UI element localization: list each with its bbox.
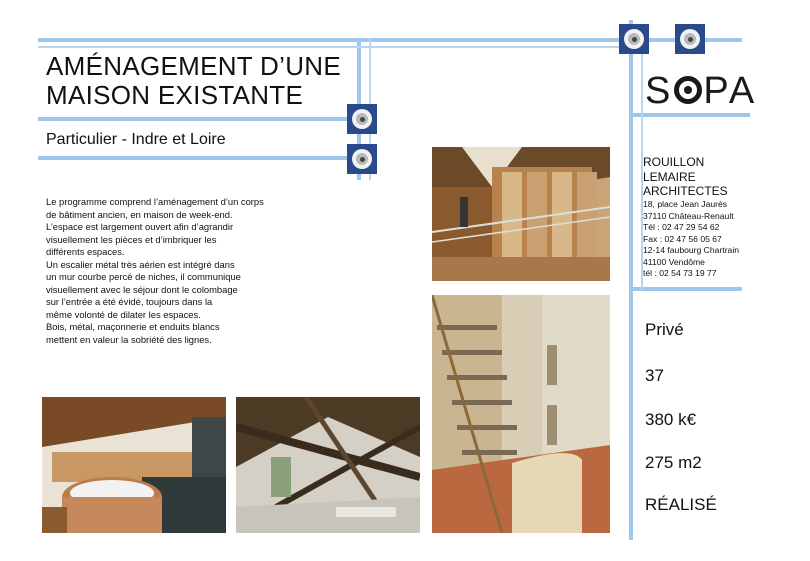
scopa-logo: [645, 70, 757, 113]
target-circle-icon: [674, 76, 702, 104]
target-marker-icon: [675, 24, 705, 54]
address-line: 41100 Vendôme: [643, 256, 705, 267]
logo-text-end: PA: [703, 70, 758, 112]
description-line: un mur courbe percé de niches, il communique: [46, 271, 241, 282]
address-line: 12-14 faubourg Chartrain: [643, 245, 740, 255]
description-line: Un escalier métal très aérien est intégré dans: [46, 258, 235, 270]
title-underline: [38, 117, 354, 121]
photo-staircase: [432, 295, 610, 533]
address-line: 37110 Château-Renault: [643, 210, 734, 221]
frame-right-line: [629, 20, 633, 540]
address-line: Fax : 02 47 56 05 67: [643, 233, 722, 244]
description-line: mettent en valeur la sobriété des lignes.: [46, 333, 212, 345]
target-marker-icon: [347, 144, 377, 174]
firm-address: [643, 199, 739, 280]
title-line-1: AMÉNAGEMENT D’UNE: [46, 51, 341, 81]
firm-name-line: ARCHITECTES: [643, 184, 728, 198]
firm-name: [643, 155, 728, 199]
photo-attic-room: [236, 397, 420, 533]
description-line: sur l’entrée a été évidé, toujours dans la: [46, 296, 213, 307]
project-cost: 380 k€: [645, 410, 697, 429]
address-line: 18, place Jean Jaurès: [643, 199, 728, 209]
frame-top-thin-line: [38, 46, 628, 48]
description-line: visuellement les pièces et d’imbriquer les: [46, 233, 217, 245]
project-status: RÉALISÉ: [645, 495, 717, 514]
description-line: Le programme comprend l’aménagement d’un corps: [46, 196, 264, 207]
description-line: de bâtiment ancien, en maison de week-end.: [46, 208, 233, 220]
address-line: tél : 02 54 73 19 77: [643, 268, 717, 278]
photo-attic-glass-partition: [432, 147, 610, 281]
page-title: [46, 52, 341, 110]
project-area: 275 m2: [645, 453, 702, 472]
title-line-2: MAISON EXISTANTE: [46, 80, 304, 110]
department-number: 37: [645, 366, 664, 385]
firm-block-line: [630, 113, 750, 117]
photo-bathroom: [42, 397, 226, 533]
client-type: Privé: [645, 320, 684, 339]
target-marker-icon: [619, 24, 649, 54]
target-marker-icon: [347, 104, 377, 134]
project-subtitle: Particulier - Indre et Loire: [46, 131, 226, 148]
description-line: même volonté de dilater les espaces.: [46, 308, 201, 320]
stats-top-line: [630, 287, 742, 291]
subtitle-underline: [38, 156, 354, 160]
address-line: Tél : 02 47 29 54 62: [643, 222, 720, 232]
project-description: [46, 196, 306, 346]
logo-text-start: S: [645, 70, 674, 112]
firm-name-line: LEMAIRE: [643, 169, 696, 184]
description-line: L’espace est largement ouvert afin d’agrandir: [46, 221, 234, 232]
description-line: différents espaces.: [46, 246, 125, 257]
firm-name-line: ROUILLON: [643, 155, 705, 169]
description-line: visuellement avec le séjour dont le colombage: [46, 283, 238, 295]
description-line: Bois, métal, maçonnerie et enduits blancs: [46, 321, 220, 332]
